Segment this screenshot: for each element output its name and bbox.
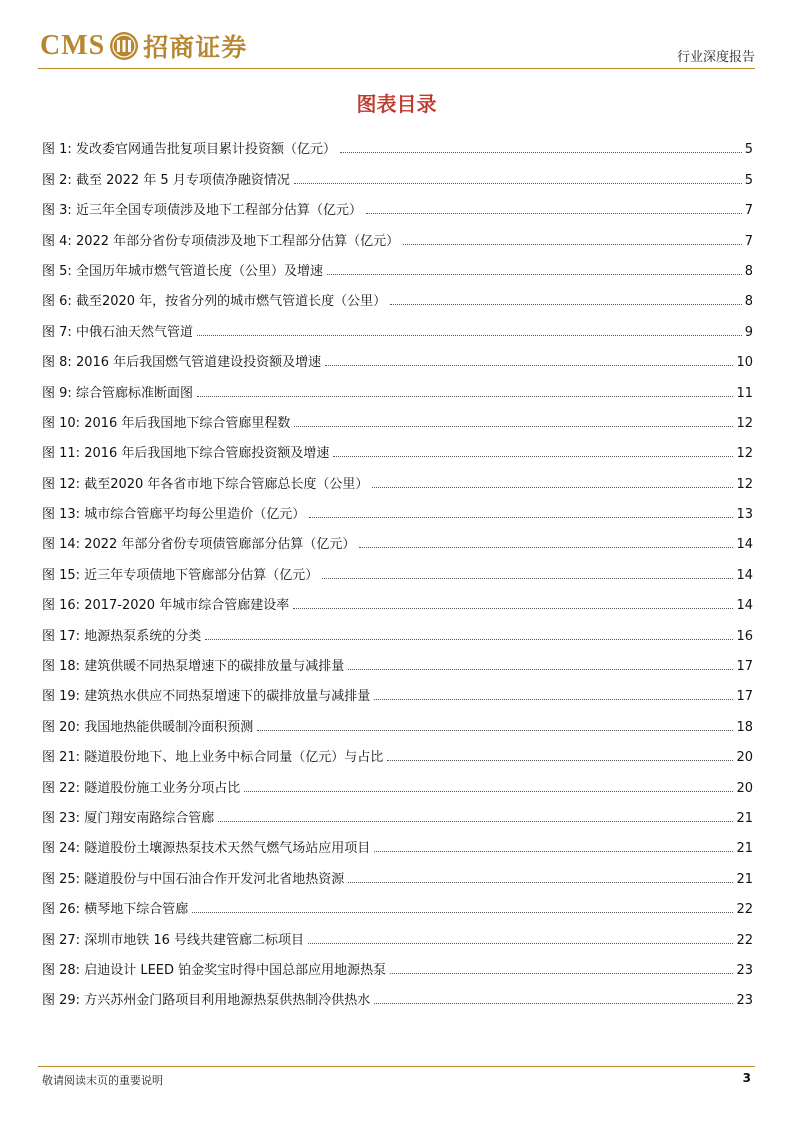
toc-entry-label [42,782,244,795]
toc-entry-number: 图 24: [42,841,81,857]
toc-entry-label [42,508,309,521]
toc-entry[interactable] [42,977,753,1007]
toc-entry-text: 2022 年部分省份专项债涉及地下工程部分估算（亿元） [75,233,400,249]
toc-dot-leader [244,791,733,792]
toc-entry-page: 18 [736,719,753,735]
toc-entry-text: 2016 年后我国燃气管道建设投资额及增速 [75,355,322,371]
toc-entry-label [42,721,257,734]
toc-entry-page: 5 [744,172,753,188]
toc-entry[interactable] [42,156,753,186]
toc-entry-text: 截至2020 年各省市地下综合管廊总长度（公里） [84,476,369,492]
toc-dot-leader [325,365,733,366]
toc-entry[interactable] [42,369,753,399]
toc-entry[interactable] [42,886,753,916]
toc-entry-page: 9 [744,324,753,340]
toc-entry-label [42,538,359,551]
toc-entry-number: 图 27: [42,932,81,948]
cms-logo [40,28,247,64]
toc-entry[interactable] [42,126,753,156]
toc-entry-text: 建筑供暖不同热泵增速下的碳排放量与减排量 [84,659,345,675]
toc-entry-number: 图 28: [42,962,81,978]
toc-entry-text: 2022 年部分省份专项债管廊部分估算（亿元） [84,537,356,553]
toc-entry-page: 16 [736,628,753,644]
toc-dot-leader [374,699,733,700]
toc-dot-leader [348,669,733,670]
toc-dot-leader [374,1003,733,1004]
toc-entry-number: 图 26: [42,902,81,918]
toc-entry-number: 图 18: [42,659,81,675]
toc-dot-leader [327,274,742,275]
toc-entry-page: 7 [744,203,753,219]
toc-entry-page: 21 [736,841,753,857]
toc-entry-number: 图 20: [42,719,81,735]
toc-entry-number: 图 9: [42,385,72,401]
toc-entry-label [42,903,192,916]
toc-dot-leader [309,517,733,518]
toc-entry-text: 厦门翔安南路综合管廊 [84,810,215,826]
toc-entry-label [42,599,293,612]
toc-dot-leader [340,152,742,153]
toc-dot-leader [294,183,742,184]
toc-entry-text: 我国地热能供暖制冷面积预测 [84,719,254,735]
toc-entry-text: 城市综合管廊平均每公里造价（亿元） [84,507,306,523]
toc-entry-label [42,751,387,764]
toc-entry-label [42,174,294,187]
header-divider [38,68,755,69]
toc-dot-leader [257,730,733,731]
toc-entry-label [42,235,403,248]
toc-entry-page: 10 [736,355,753,371]
toc-entry-label [42,964,390,977]
toc-entry-page: 11 [736,385,753,401]
toc-entry-number: 图 12: [42,476,81,492]
toc-entry-number: 图 21: [42,750,81,766]
toc-entry-page: 14 [736,537,753,553]
toc-entry[interactable] [42,916,753,946]
toc-entry-text: 地源热泵系统的分类 [84,628,202,644]
toc-dot-leader [218,821,733,822]
toc-entry-text: 综合管廊标准断面图 [75,385,193,401]
toc-entry-label [42,326,197,339]
toc-entry-page: 8 [744,294,753,310]
toc-entry-number: 图 14: [42,537,81,553]
toc-entry[interactable] [42,308,753,338]
toc-entry[interactable] [42,734,753,764]
toc-dot-leader [322,578,733,579]
toc-entry-page: 5 [744,142,753,158]
toc-entry-page: 21 [736,871,753,887]
toc-entry-page: 23 [736,962,753,978]
toc-entry-page: 17 [736,659,753,675]
toc-dot-leader [390,973,733,974]
toc-entry-page: 7 [744,233,753,249]
toc-entry-page: 12 [736,446,753,462]
toc-title: 图表目录 [356,92,437,116]
page-number: 3 [742,1071,751,1085]
toc-dot-leader [333,456,733,457]
toc-entry[interactable] [42,521,753,551]
toc-entry-number: 图 3: [42,203,72,219]
toc-entry-text: 隧道股份地下、地上业务中标合同量（亿元）与占比 [84,750,384,766]
toc-entry[interactable] [42,491,753,521]
toc-entry-text: 方兴苏州金门路项目利用地源热泵供热制冷供热水 [84,993,371,1009]
toc-entry-number: 图 11: [42,446,81,462]
toc-entry-label [42,265,327,278]
toc-entry[interactable] [42,217,753,247]
report-type-label: 行业深度报告 [676,50,755,65]
toc-entry-number: 图 5: [42,263,72,279]
toc-dot-leader [348,882,733,883]
toc-entry-number: 图 29: [42,993,81,1009]
toc-entry-text: 中俄石油天然气管道 [75,324,193,340]
toc-dot-leader [205,639,733,640]
toc-entry-label [42,295,390,308]
toc-dot-leader [387,760,733,761]
toc-entry-text: 深圳市地铁 16 号线共建管廊二标项目 [84,932,305,948]
toc-dot-leader [197,335,742,336]
toc-entry-page: 20 [736,780,753,796]
toc-entry-page: 8 [744,263,753,279]
toc-entry-number: 图 6: [42,294,72,310]
toc-entry[interactable] [42,248,753,278]
toc-dot-leader [192,912,733,913]
toc-entry-text: 隧道股份与中国石油合作开发河北省地热资源 [84,871,345,887]
toc-entry-page: 14 [736,598,753,614]
toc-entry-text: 截至 2022 年 5 月专项债净融资情况 [75,172,290,188]
toc-entry-text: 2017-2020 年城市综合管廊建设率 [84,598,290,614]
toc-entry-text: 2016 年后我国地下综合管廊里程数 [84,415,291,431]
toc-entry-text: 近三年全国专项债涉及地下工程部分估算（亿元） [75,203,362,219]
toc-entry-page: 22 [736,932,753,948]
toc-entry[interactable] [42,764,753,794]
toc-dot-leader [374,851,733,852]
toc-entry[interactable] [42,400,753,430]
toc-entry-label [42,873,348,886]
toc-entry-number: 图 23: [42,810,81,826]
toc-entry[interactable] [42,187,753,217]
toc-entry-number: 图 10: [42,415,81,431]
toc-dot-leader [308,943,733,944]
toc-entry-label [42,478,372,491]
toc-entry-label [42,994,374,1007]
toc-entry[interactable] [42,703,753,733]
toc-entry-text: 横琴地下综合管廊 [84,902,189,918]
logo-chinese-text: 招商证券 [143,33,248,62]
toc-entry-text: 截至2020 年，按省分列的城市燃气管道长度（公里） [75,294,387,310]
toc-entry[interactable] [42,947,753,977]
toc-entry[interactable] [42,460,753,490]
toc-entry[interactable] [42,643,753,673]
toc-entry-page: 17 [736,689,753,705]
toc-entry-label [42,204,366,217]
toc-entry-label [42,630,205,643]
toc-entry[interactable] [42,855,753,885]
toc-dot-leader [294,426,733,427]
toc-dot-leader [293,608,733,609]
toc-entry-number: 图 16: [42,598,81,614]
toc-entry[interactable] [42,612,753,642]
toc-entry-page: 20 [736,750,753,766]
toc-entry-number: 图 13: [42,507,81,523]
footer-disclaimer-note: 敬请阅读末页的重要说明 [42,1074,163,1087]
footer-divider [38,1066,755,1067]
toc-dot-leader [359,547,733,548]
toc-entry-label [42,387,197,400]
toc-list [42,126,753,1007]
toc-entry-page: 22 [736,902,753,918]
toc-entry[interactable] [42,582,753,612]
toc-entry[interactable] [42,551,753,581]
toc-entry-number: 图 8: [42,355,72,371]
toc-entry-number: 图 1: [42,142,72,158]
toc-dot-leader [372,487,733,488]
cms-emblem-icon [109,31,139,61]
toc-entry-page: 23 [736,993,753,1009]
toc-entry-page: 21 [736,810,753,826]
toc-entry-text: 隧道股份施工业务分项占比 [84,780,241,796]
toc-entry-text: 建筑热水供应不同热泵增速下的碳排放量与减排量 [84,689,371,705]
toc-entry-page: 12 [736,476,753,492]
toc-entry-text: 发改委官网通告批复项目累计投资额（亿元） [75,142,336,158]
toc-entry-text: 全国历年城市燃气管道长度（公里）及增速 [75,263,323,279]
toc-entry-label [42,143,340,156]
toc-entry[interactable] [42,339,753,369]
toc-entry-number: 图 25: [42,871,81,887]
toc-entry-number: 图 7: [42,324,72,340]
toc-entry-label [42,417,294,430]
toc-dot-leader [366,213,742,214]
page-header [38,28,755,72]
toc-entry-number: 图 22: [42,780,81,796]
toc-entry-number: 图 4: [42,233,72,249]
toc-entry-text: 隧道股份土壤源热泵技术天然气燃气场站应用项目 [84,841,371,857]
toc-entry-text: 近三年专项债地下管廊部分估算（亿元） [84,567,319,583]
toc-entry-label [42,569,322,582]
toc-entry-label [42,660,348,673]
toc-entry-number: 图 19: [42,689,81,705]
toc-entry-number: 图 15: [42,567,81,583]
toc-entry[interactable] [42,278,753,308]
toc-dot-leader [390,304,742,305]
toc-entry-label [42,690,374,703]
toc-entry-page: 13 [736,507,753,523]
toc-entry-number: 图 2: [42,172,72,188]
toc-dot-leader [403,244,742,245]
logo-latin-text: CMS [40,30,106,61]
toc-entry-label [42,934,308,947]
toc-entry-page: 14 [736,567,753,583]
toc-entry-label [42,447,333,460]
toc-entry[interactable] [42,795,753,825]
toc-entry-label [42,812,218,825]
toc-entry[interactable] [42,430,753,460]
toc-entry[interactable] [42,825,753,855]
toc-entry-text: 2016 年后我国地下综合管廊投资额及增速 [84,446,330,462]
toc-entry-number: 图 17: [42,628,81,644]
toc-dot-leader [197,396,734,397]
toc-entry-label [42,356,325,369]
toc-entry-label [42,842,374,855]
toc-entry[interactable] [42,673,753,703]
toc-entry-text: 启迪设计 LEED 铂金奖宝时得中国总部应用地源热泵 [84,962,387,978]
toc-entry-page: 12 [736,415,753,431]
